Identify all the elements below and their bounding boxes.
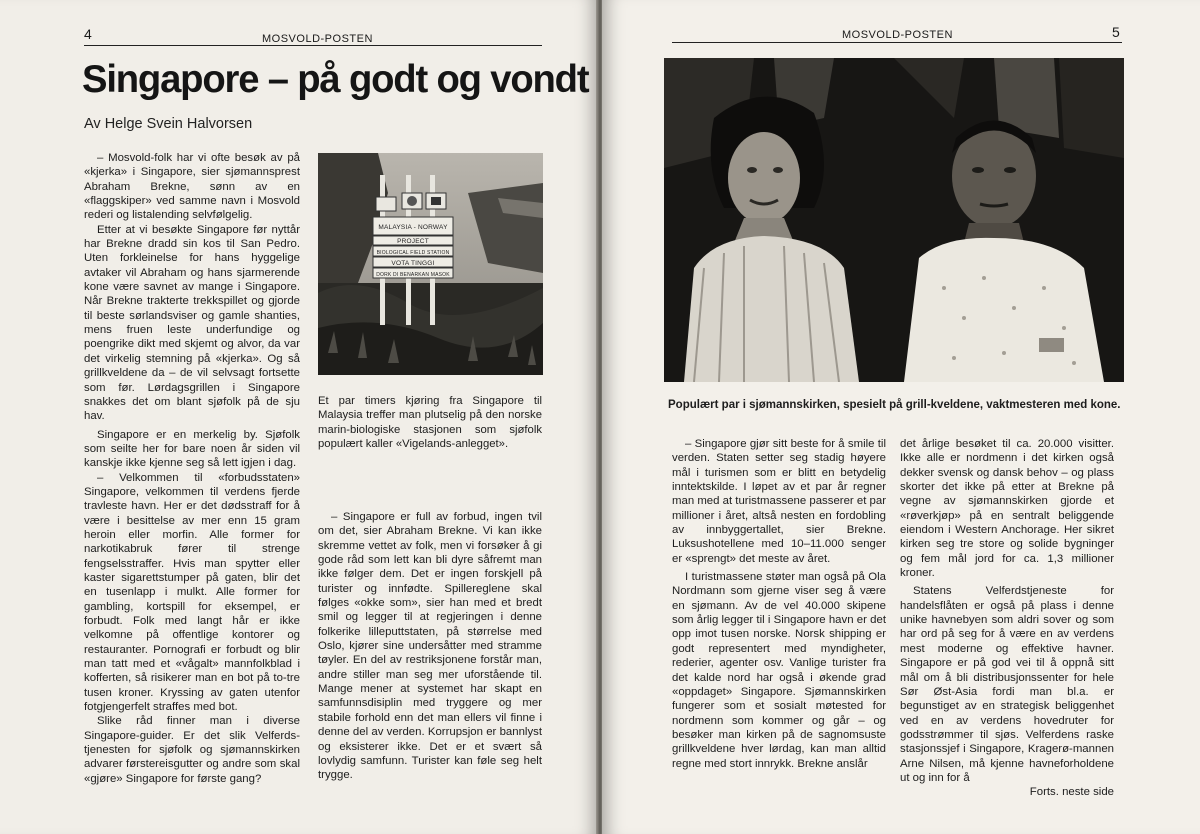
photo-field-station-sign [318, 153, 543, 375]
sign-line: DORK DI BENARKAN MASOK [376, 272, 450, 278]
continuation-note: Forts. neste side [1029, 786, 1114, 799]
paragraph: Slike råd finner man i diverse Singapore-guider. Er det slik Velferds-tjenesten for sjøfolk og sjømannskirken advarer førstereisgutter og andre som skal «gjøre» Singapore for første gang? [84, 715, 300, 785]
paragraph: – Mosvold-folk har vi ofte besøk av på «kjerka» i Singapore, sier sjømannsprest Abraham Brekne, sønn av en «flaggskiper» ved samme navn i Mosvold rederi og listalending selvfølgelig. [84, 152, 300, 222]
photo-couple [664, 58, 1124, 382]
right-page [602, 0, 1200, 834]
paragraph: det årlige besøket til ca. 20.000 visitter. Ikke alle er nordmenn i det kirken også dekker svensk og dansk behov – og plass skorter det ikke på etter at Brekne på vegne av sjømannskirken gjorde et «røverkjøp» på en sentralt beliggende eiendom i Western Anchorage. Her sikret kirken seg tre store og solide bygninger og fem mål jord for ca. 1,3 millioner kroner. [900, 438, 1114, 580]
header-rule-right [672, 42, 1122, 43]
running-head-right: MOSVOLD-POSTEN [842, 29, 953, 41]
header-rule-left [84, 45, 542, 46]
photo-caption-right: Populært par i sjømannskirken, spesielt på grill-kveldene, vaktmesteren med kone. [668, 399, 1121, 411]
paragraph: – Singapore gjør sitt beste for å smile til verden. Staten setter seg stadig høyere mål i turismen som er blitt en betydelig inntektskilde. I løpet av et par år regner man med at turistmassene passerer et par millioner i året, altså nesten en fordobling av innbyggertallet, sier Brekne. Luksushotellene med 10–11.000 senger er «sprengt» det meste av året. [672, 438, 886, 565]
paragraph: Singapore er en merkelig by. Sjøfolk som seilte her for bare noen år siden vil kanskje ikke kjenne seg så lett igjen i dag. [84, 428, 300, 470]
article-column-1 [84, 151, 300, 786]
paragraph: Statens Velferdstjeneste for handelsflåten er også på plass i denne unike havnebyen som aldri sover og som har ord på seg for å være en av verdens mest moderne og effektive havner. Singapore er på god vei til å oppnå sitt mål om å bli distribusjonssenter for hele Sør Øst-Asia fordi man bl.a. er begunstiget av en strategisk beliggenhet ved en av verdens hovedruter for godsstrømmer til sjøs. Velferdens raske stasjonssjef i Singapore, Kragerø-mannen Arne Nilsen, må kjenne havneforholdene ut og inn for å [900, 585, 1114, 784]
sign-line: MALAYSIA - NORWAY [378, 224, 448, 231]
page-number-right: 5 [1112, 24, 1120, 40]
article-column-2 [318, 510, 542, 783]
paragraph: – Velkommen til «forbudsstaten» Singapore, velkommen til verdens fjerde travleste havn. Her er det dødsstraff for å være i besittelse av mer enn 15 gram heroin eller morfin. Alle former for narkotikabruk fører til strenge fengselsstraffer. Hvis man spytter eller kaster sigarettstumper på gaten, blir det en tusenlapp i mulkt. Alle former for gambling, kortspill for eksempel, er forbudt. Folk med langt hår er ikke velkomne på offentlige kontorer og restauranter. Pornografi er forbudt og blir man tatt med et «vågalt» mannfolkblad i kofferten, så risikerer man en bot på to-tre tusen kroner. Kryssing av gaten utenfor fotgjengerfelt straffes med bot. [84, 471, 300, 714]
running-head-left: MOSVOLD-POSTEN [262, 33, 373, 45]
left-page [0, 0, 598, 834]
byline: Av Helge Svein Halvorsen [84, 116, 253, 132]
paragraph: – Singapore er full av forbud, ingen tvil om det, sier Abraham Brekne. Vi kan ikke skremme vettet av folk, men vi forsøker å gi gode råd som lett kan bli dyre såfremt man ikke følger dem. Det er ingen forskjell på turister og innfødte. Spillereglene skal følges «okke som», sier han med et bredt smil og legger til at regjeringen i denne folkerike lilleputtstaten, på størrelse med Oslo, kjører sine undersåtter med stramme tøyler. En del av restriksjonene forstår man, andre stiller man seg mer uforstående til. Mange mener at systemet har skapt en samfunnsdisiplin med tryggere og mer stabile forhold enn det man ellers vil finne i denne del av verden. Korrupsjon er bannlyst og eksisterer ikke. Det er et svært så lovlydig samfunn. Turister kan føle seg helt trygge. [318, 511, 542, 782]
headline: Singapore – på godt og vondt [82, 58, 589, 101]
photo-caption-left: Et par timers kjøring fra Singapore til Malaysia treffer man plutselig på den norske marin-biologiske stasjonen som sjøfolk populært kaller «Vigelands-anlegget». [318, 395, 542, 450]
sign-line: PROJECT [397, 238, 429, 245]
sign-line: VOTA TINGGI [391, 260, 435, 267]
paragraph: I turistmassene støter man også på Ola Nordmann som gjerne viser seg å være en sjømann. Av de vel 40.000 skipene som årlig legger til i Singapore havn er det opp imot tusen norske. Norsk shipping er godt representert med myndigheter, rederier, agenter osv. Vanlige turister fra det kalde nord har også i økende grad «oppdaget» Singapore. Sjømannskirken fungerer som et sosialt møtested for nordmenn som kommer og går – og besøker man kirken på de sagnomsuste grillkveldene hver lørdag, kan man alltid regne med stort innrykk. Brekne anslår [672, 571, 886, 770]
article-column-4 [900, 437, 1114, 800]
paragraph: Etter at vi besøkte Singapore før nyttår har Brekne dradd sin kos til San Pedro. Uten forkleinelse for hans hyggelige avtaker vil Abraham og hans sjarmerende kone være savnet av mange i Singapore. Når Brekne trakterte trekkspillet og gjorde til beste sørlandsviser og gamle shanties, mens fruen leste underfundige og poengrike dikt med skjemt og alvor, da var det virkelig stemning på «kjerka». Og så grillkveldene da – de vil selvsagt fortsette som før. Lørdagsgrillen i Singapore snakkes det om blant sjøfolk på de sju hav. [84, 223, 300, 423]
page-number-left: 4 [84, 26, 92, 42]
article-column-3 [672, 437, 886, 771]
sign-line: BIOLOGICAL FIELD STATION [376, 250, 450, 256]
